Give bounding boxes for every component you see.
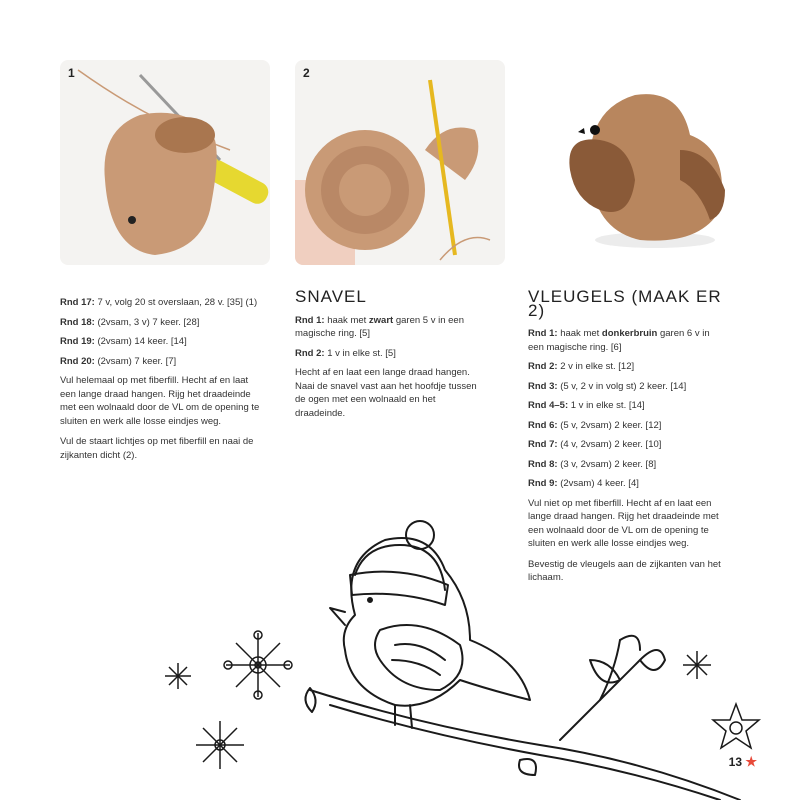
photo-number: 2 (303, 66, 310, 80)
column-body-rounds (60, 296, 260, 469)
crochet-head-illustration (295, 60, 505, 265)
photo-step-1 (60, 60, 270, 265)
column-snavel (295, 287, 485, 427)
round-8: Rnd 8: (3 v, 2vsam) 2 keer. [8] (528, 458, 657, 470)
round-6: Rnd 6: (5 v, 2vsam) 2 keer. [12] (528, 419, 662, 431)
instructions-paragraph: Vul de staart lichtjes op met fiberfill en naai de zijkanten dicht (2). (60, 436, 254, 461)
round-1: Rnd 1: haak met donkerbruin garen 6 v in een magische ring. [6] (528, 328, 710, 353)
round-3: Rnd 3: (5 v, 2 v in volg st) 2 keer. [14] (528, 380, 687, 392)
round-2: Rnd 2: 2 v in elke st. [12] (528, 361, 635, 372)
round-1: Rnd 1: haak met zwart garen 5 v in een magische ring. [5] (295, 314, 464, 339)
round-17: Rnd 17: 7 v, volg 20 st overslaan, 28 v. [35] (1) (60, 297, 258, 308)
round-18: Rnd 18: (2vsam, 3 v) 7 keer. [28] (60, 316, 200, 328)
round-4-5: Rnd 4–5: 1 v in elke st. [14] (528, 400, 645, 411)
instructions-paragraph: Bevestig de vleugels aan de zijkanten van het lichaam. (528, 558, 721, 583)
section-heading-vleugels: VLEUGELS (MAAK ER 2) (528, 287, 722, 320)
round-20: Rnd 20: (2vsam) 7 keer. [7] (60, 355, 177, 367)
crochet-bird-photo (560, 80, 730, 250)
photo-number: 1 (68, 66, 75, 80)
column-vleugels (528, 287, 728, 592)
round-9: Rnd 9: (2vsam) 4 keer. [4] (528, 478, 639, 489)
instructions-paragraph: Hecht af en laat een lange draad hangen. Naai de snavel vast aan het hoofdje tussen de ogen met een wolnaald en het draadeinde. (295, 367, 477, 419)
photo-step-2 (295, 60, 505, 265)
section-heading-snavel: SNAVEL (295, 287, 367, 306)
round-7: Rnd 7: (4 v, 2vsam) 2 keer. [10] (528, 439, 662, 450)
instructions-paragraph: Vul niet op met fiberfill. Hecht af en laat een lange draad hangen. Rijg het draadeinde met een wolnaald door de VL om de opening te sluiten en werk alle losse eindjes weg. (528, 497, 719, 549)
page-number: 13 ★ (728, 754, 757, 769)
instructions-paragraph: Vul helemaal op met fiberfill. Hecht af en laat een lange draad hangen. Rijg het draadeinde met een wolnaald door de VL om de opening te sluiten en werk alle losse eindjes weg. (60, 375, 260, 427)
round-2: Rnd 2: 1 v in elke st. [5] (295, 347, 396, 359)
star-icon: ★ (745, 754, 757, 769)
crochet-body-illustration (60, 60, 270, 265)
round-19: Rnd 19: (2vsam) 14 keer. [14] (60, 336, 187, 347)
